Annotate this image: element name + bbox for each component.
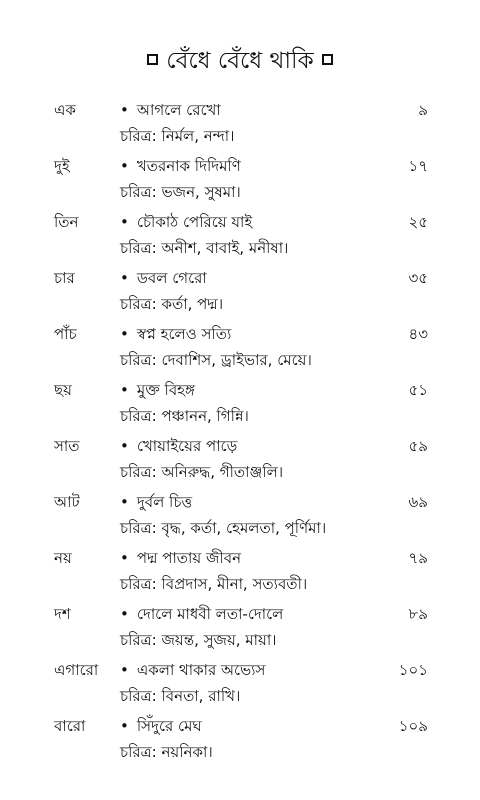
story-number: বারো — [54, 717, 86, 735]
page-number: ৪৩ — [408, 325, 428, 343]
story-number: দশ — [54, 605, 71, 623]
page-number: ৯ — [418, 101, 428, 119]
characters-line: চরিত্র: ভজন, সুষমা। — [120, 183, 241, 201]
characters-line: চরিত্র: অনীশ, বাবাই, মনীষা। — [120, 239, 289, 257]
characters-line: চরিত্র: দেবাশিস, ড্রাইভার, মেয়ে। — [120, 351, 312, 369]
page-number: ৭৯ — [408, 549, 428, 567]
characters-line: চরিত্র: বিপ্রদাস, মীনা, সত্যবতী। — [120, 575, 308, 593]
page-number: ২৫ — [408, 213, 428, 231]
toc-entry[interactable] — [0, 96, 480, 152]
square-bullet-icon — [322, 54, 333, 65]
story-number: সাত — [54, 437, 80, 455]
story-title[interactable] — [120, 547, 241, 569]
bullet-icon: • — [120, 213, 129, 231]
story-number: ছয় — [54, 381, 72, 399]
toc-entry[interactable] — [0, 432, 480, 488]
toc-entry[interactable] — [0, 264, 480, 320]
story-title[interactable] — [120, 323, 231, 345]
story-title-text: চৌকাঠ পেরিয়ে যাই — [136, 213, 253, 231]
toc-entry[interactable] — [0, 376, 480, 432]
story-title-text: সিঁদুরে মেঘ — [136, 717, 202, 735]
toc-entry[interactable] — [0, 656, 480, 712]
story-title-text: খতরনাক দিদিমণি — [136, 157, 241, 175]
characters-line: চরিত্র: নির্মল, নন্দা। — [120, 127, 235, 145]
title-text: বেঁধে বেঁধে থাকি — [166, 48, 314, 74]
bullet-icon: • — [120, 157, 129, 175]
story-title[interactable] — [120, 435, 237, 457]
story-title-text: স্বপ্ন হলেও সত্যি — [136, 325, 232, 343]
bullet-icon: • — [120, 269, 129, 287]
story-title-text: আগলে রেখো — [136, 101, 221, 119]
story-title[interactable] — [120, 603, 283, 625]
story-title[interactable] — [120, 155, 241, 177]
story-title-text: দোলে মাধবী লতা-দোলে — [136, 605, 284, 623]
page-number: ৬৯ — [408, 493, 428, 511]
story-title[interactable] — [120, 659, 265, 681]
page-number: ১০৯ — [398, 717, 428, 735]
bullet-icon: • — [120, 381, 129, 399]
bullet-icon: • — [120, 605, 129, 623]
story-number: তিন — [54, 213, 79, 231]
story-title[interactable] — [120, 99, 221, 121]
bullet-icon: • — [120, 493, 129, 511]
page-number: ৫৯ — [408, 437, 428, 455]
table-of-contents — [0, 96, 480, 768]
page-number: ৫১ — [408, 381, 428, 399]
toc-entry[interactable] — [0, 488, 480, 544]
story-title[interactable] — [120, 715, 202, 737]
characters-line: চরিত্র: জয়ন্ত, সুজয়, মায়া। — [120, 631, 277, 649]
toc-entry[interactable] — [0, 320, 480, 376]
story-title-text: পদ্ম পাতায় জীবন — [136, 549, 242, 567]
toc-entry[interactable] — [0, 208, 480, 264]
bullet-icon: • — [120, 437, 129, 455]
story-title-text: দুর্বল চিত্ত — [136, 493, 193, 511]
toc-entry[interactable] — [0, 712, 480, 768]
page-number: ৮৯ — [408, 605, 428, 623]
story-number: দুই — [54, 157, 70, 175]
page-number: ১০১ — [398, 661, 428, 679]
story-number: নয় — [54, 549, 72, 567]
page-number: ১৭ — [408, 157, 428, 175]
page-number: ৩৫ — [408, 269, 428, 287]
bullet-icon: • — [120, 101, 129, 119]
characters-line: চরিত্র: পঞ্চানন, গিন্নি। — [120, 407, 249, 425]
story-title-text: ডবল গেরো — [136, 269, 207, 287]
characters-line: চরিত্র: বিনতা, রাখি। — [120, 687, 241, 705]
story-title-text: খোয়াইয়ের পাড়ে — [136, 437, 238, 455]
story-number: এগারো — [54, 661, 99, 679]
bullet-icon: • — [120, 549, 129, 567]
characters-line: চরিত্র: বৃদ্ধ, কর্তা, হেমলতা, পূর্ণিমা। — [120, 519, 327, 537]
toc-entry[interactable] — [0, 544, 480, 600]
story-number: এক — [54, 101, 76, 119]
story-title[interactable] — [120, 491, 192, 513]
bullet-icon: • — [120, 717, 129, 735]
characters-line: চরিত্র: অনিরুদ্ধ, গীতাঞ্জলি। — [120, 463, 284, 481]
story-number: আট — [54, 493, 80, 511]
square-bullet-icon — [147, 54, 158, 65]
bullet-icon: • — [120, 661, 129, 679]
story-number: চার — [54, 269, 75, 287]
characters-line: চরিত্র: নয়নিকা। — [120, 743, 213, 761]
story-title[interactable] — [120, 211, 252, 233]
story-title-text: মুক্ত বিহঙ্গ — [136, 381, 195, 399]
bullet-icon: • — [120, 325, 129, 343]
characters-line: চরিত্র: কর্তা, পদ্ম। — [120, 295, 224, 313]
toc-entry[interactable] — [0, 152, 480, 208]
page-title — [0, 44, 480, 78]
toc-entry[interactable] — [0, 600, 480, 656]
story-title[interactable] — [120, 379, 195, 401]
story-number: পাঁচ — [54, 325, 77, 343]
story-title-text: একলা থাকার অভ্যেস — [136, 661, 266, 679]
story-title[interactable] — [120, 267, 207, 289]
